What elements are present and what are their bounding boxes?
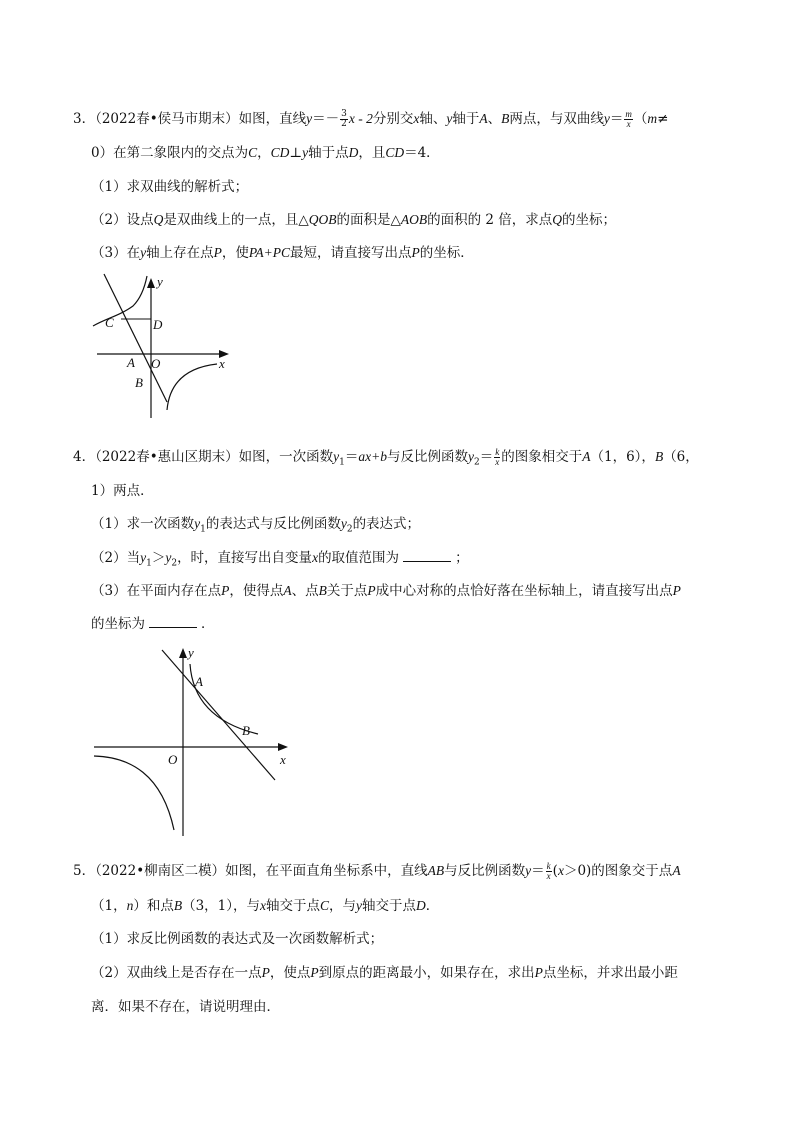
- q5-var: n: [126, 898, 134, 913]
- q3-var: CD: [270, 145, 290, 160]
- q5-text: 到原点的距离最小，如果存在，求出: [318, 965, 535, 981]
- q4-text: （1，6），: [590, 449, 655, 465]
- q3-frac-num: 3: [341, 109, 347, 119]
- q5-frac-num: k: [546, 861, 551, 871]
- q3-frac-den: x: [626, 119, 631, 129]
- q3-text: 的坐标．: [419, 245, 474, 261]
- q3-var: x: [413, 111, 420, 126]
- q5-text: （3，1），与: [182, 898, 261, 914]
- q3-text: 轴于: [452, 111, 480, 127]
- q5-part-2: [91, 964, 678, 982]
- q3-var: AOB: [400, 212, 428, 227]
- q3-label-d: D: [153, 317, 163, 332]
- q3-hyperbola-right: [167, 364, 217, 410]
- q4-frac-den: x: [495, 457, 500, 467]
- q5-text: ．: [425, 898, 440, 914]
- q5-text: 与反比例函数: [444, 863, 526, 879]
- q3-var: B: [501, 111, 510, 126]
- q5-line-2: [91, 897, 439, 915]
- q5-text: 轴交于点: [362, 898, 417, 914]
- q4-text: ，时，直接写出自变量: [177, 550, 313, 566]
- q4-text: 、点: [291, 583, 319, 599]
- q3-var: D: [348, 145, 359, 160]
- q4-text: 成中心对称的点恰好落在坐标轴上，请直接写出点: [375, 583, 673, 599]
- q3-expr: x - 2: [348, 111, 373, 126]
- q4-text: （6，: [663, 449, 699, 465]
- q4-var: A: [582, 449, 591, 464]
- q4-text: 如图，一次函数: [238, 449, 334, 465]
- q5-text: 轴交于点: [266, 898, 321, 914]
- q3-part-2: [91, 211, 616, 229]
- q3-var: y: [302, 145, 309, 160]
- q3-part-1: （1）求双曲线的解析式；: [91, 179, 249, 195]
- q5-var: y: [525, 863, 532, 878]
- q5-text: 点坐标，并求出最小距: [542, 965, 678, 981]
- q5-var: x: [557, 863, 564, 878]
- q3-y-arrow: [147, 278, 155, 288]
- q5-text: ＝: [531, 863, 545, 879]
- q4-part-2: [91, 549, 469, 573]
- q3-text: ＝: [609, 111, 624, 127]
- q3-line-2: [91, 144, 440, 162]
- q4-var: A: [283, 583, 292, 598]
- q5-var: x: [260, 898, 267, 913]
- q3-text: ≠: [657, 111, 669, 127]
- q5-text: ）和点: [133, 898, 174, 914]
- q3-text: ＝4．: [404, 145, 440, 161]
- q3-text: （2）设点: [91, 212, 154, 228]
- q5-text: 如图，在平面直角坐标系中，直线: [225, 863, 428, 879]
- q4-var: y: [194, 516, 201, 531]
- q3-label-o: O: [151, 356, 161, 371]
- q4-hyperbola-left: [94, 756, 174, 830]
- q3-var: PA+PC: [248, 245, 290, 260]
- q3-fraction-2: [624, 110, 633, 129]
- q3-text: 的面积是△: [336, 212, 401, 228]
- q5-text: (: [552, 863, 558, 879]
- q4-sub: 1: [200, 524, 206, 535]
- q3-text: 最短，请直接写出点: [289, 245, 412, 261]
- q4-fraction: [494, 448, 500, 467]
- q3-fraction: [340, 110, 348, 129]
- q4-label-x: x: [280, 752, 286, 767]
- q3-text: 轴上存在点: [146, 245, 214, 261]
- q4-sub: 2: [346, 524, 353, 535]
- q3-label-y: y: [157, 274, 163, 289]
- q4-line-graph: [162, 650, 275, 780]
- q3-var: Q: [153, 212, 164, 227]
- q5-fraction: [546, 862, 552, 881]
- q4-figure: [90, 640, 300, 840]
- q3-text: 两点，与双曲线: [509, 111, 604, 127]
- q3-var: A: [479, 111, 488, 126]
- q4-var: P: [221, 583, 230, 598]
- q4-text: 的图象相交于: [501, 449, 583, 465]
- q4-text: （3）在平面内存在点: [91, 583, 222, 599]
- q4-frac-num: k: [495, 447, 500, 457]
- q4-var: P: [367, 583, 376, 598]
- q5-var: A: [672, 863, 681, 878]
- q3-text: 轴于点: [308, 145, 349, 161]
- q3-frac-den: 2: [341, 119, 347, 129]
- q3-var: CD: [385, 145, 405, 160]
- q5-var: D: [416, 898, 426, 913]
- q4-var: y: [468, 449, 475, 464]
- q3-var: C: [248, 145, 258, 160]
- q4-var: P: [672, 583, 681, 598]
- q3-var: P: [213, 245, 222, 260]
- q5-text: （1，: [91, 898, 127, 914]
- q3-var: y: [446, 111, 453, 126]
- q4-line-1: [73, 448, 699, 472]
- q4-part-3: [91, 582, 681, 600]
- q4-text: ．: [201, 616, 215, 632]
- q4-x-arrow: [278, 743, 288, 751]
- q5-source: （2022•柳南区二模）: [95, 863, 226, 879]
- q3-text: ，使: [221, 245, 249, 261]
- q4-text: 关于点: [326, 583, 368, 599]
- q4-text: 的取值范围为: [318, 550, 400, 566]
- q4-label-b: B: [242, 723, 250, 738]
- q3-line-1: [73, 110, 668, 129]
- q4-var: x: [312, 550, 319, 565]
- q5-var: B: [173, 898, 183, 913]
- q3-text: （3）在: [91, 245, 141, 261]
- q5-number: 5．: [73, 863, 96, 879]
- q3-text: 、: [487, 111, 502, 127]
- q4-text: 的表达式；: [352, 516, 421, 532]
- q3-text: ⊥: [289, 145, 303, 161]
- q4-text: （2）当: [91, 550, 141, 566]
- q4-line-2: 1）两点．: [91, 483, 154, 499]
- q4-text: ，使得点: [229, 583, 284, 599]
- q5-text: ，使点: [269, 965, 311, 981]
- q4-var: y: [140, 550, 147, 565]
- q4-label-o: O: [168, 752, 178, 767]
- q4-text: 的表达式与反比例函数: [205, 516, 341, 532]
- q3-var: QOB: [308, 212, 337, 227]
- q3-text: 的面积的 2 倍，求点: [427, 212, 553, 228]
- q5-var: C: [320, 898, 330, 913]
- q3-text: 的坐标；: [562, 212, 617, 228]
- q4-text: ＝: [344, 449, 359, 465]
- q4-var: y: [340, 516, 347, 531]
- q4-y-arrow: [179, 648, 187, 658]
- q3-number: 3．: [73, 111, 96, 127]
- q4-part-1: [91, 515, 420, 539]
- q5-var: P: [534, 965, 543, 980]
- q4-var: y: [165, 550, 172, 565]
- q4-text: ＝: [479, 449, 494, 465]
- q3-var: P: [411, 245, 420, 260]
- q3-var: y: [306, 111, 313, 126]
- q3-var: m: [647, 111, 658, 126]
- q4-part-3-line-2: [91, 615, 215, 633]
- q3-text: 轴、: [419, 111, 447, 127]
- q3-text: ，且: [358, 145, 386, 161]
- q3-label-a: A: [127, 355, 135, 370]
- q4-answer-blank-2: [149, 615, 197, 628]
- q5-part-2-line-2: 离．如果不存在，请说明理由．: [91, 999, 280, 1015]
- q3-text: ＝－: [312, 111, 340, 127]
- q4-sub: 1: [146, 558, 152, 569]
- q3-figure: [85, 272, 245, 422]
- q5-text: ，与: [329, 898, 357, 914]
- q4-sub: 1: [339, 457, 345, 468]
- q3-text: （: [633, 111, 648, 127]
- q4-expr: ax+b: [358, 449, 388, 464]
- q3-var: y: [140, 245, 147, 260]
- q4-number: 4．: [73, 449, 96, 465]
- q5-var: P: [261, 965, 270, 980]
- q4-label-a: A: [195, 674, 203, 689]
- q4-sub: 2: [474, 457, 480, 468]
- q4-text: ＞: [151, 550, 166, 566]
- q5-var: P: [310, 965, 319, 980]
- q4-text: ；: [455, 550, 469, 566]
- q5-line-1: [73, 862, 681, 881]
- q4-var: B: [318, 583, 327, 598]
- q4-text: 与反比例函数: [387, 449, 469, 465]
- q3-label-x: x: [219, 356, 225, 371]
- q3-var: Q: [552, 212, 563, 227]
- q4-answer-blank-1: [403, 549, 451, 562]
- q3-label-c: C: [105, 315, 114, 330]
- q4-var: y: [333, 449, 340, 464]
- q5-part-1: （1）求反比例函数的表达式及一次函数解析式；: [91, 931, 384, 947]
- q3-text: 分别交: [372, 111, 414, 127]
- q5-frac-den: x: [546, 871, 551, 881]
- q3-text: ，: [257, 145, 271, 161]
- q3-label-b: B: [135, 375, 143, 390]
- q4-sub: 2: [171, 558, 178, 569]
- q5-text: ＞0)的图象交于点: [563, 863, 673, 879]
- q4-text: （1）求一次函数: [91, 516, 195, 532]
- q3-var: y: [603, 111, 610, 126]
- q4-var: B: [654, 449, 664, 464]
- q4-label-y: y: [188, 645, 194, 660]
- q5-var: AB: [427, 863, 445, 878]
- q3-frac-num: m: [625, 109, 632, 119]
- q4-text: 的坐标为: [91, 616, 145, 632]
- q3-text: 如图，直线: [238, 111, 307, 127]
- q3-text: 是双曲线上的一点，且△: [163, 212, 309, 228]
- q3-text: 0）在第二象限内的交点为: [91, 145, 249, 161]
- q3-part-3: [91, 244, 474, 262]
- q5-text: （2）双曲线上是否存在一点: [91, 965, 262, 981]
- q3-source: （2022春•侯马市期末）: [95, 111, 239, 127]
- q5-var: y: [356, 898, 363, 913]
- q4-source: （2022春•惠山区期末）: [95, 449, 239, 465]
